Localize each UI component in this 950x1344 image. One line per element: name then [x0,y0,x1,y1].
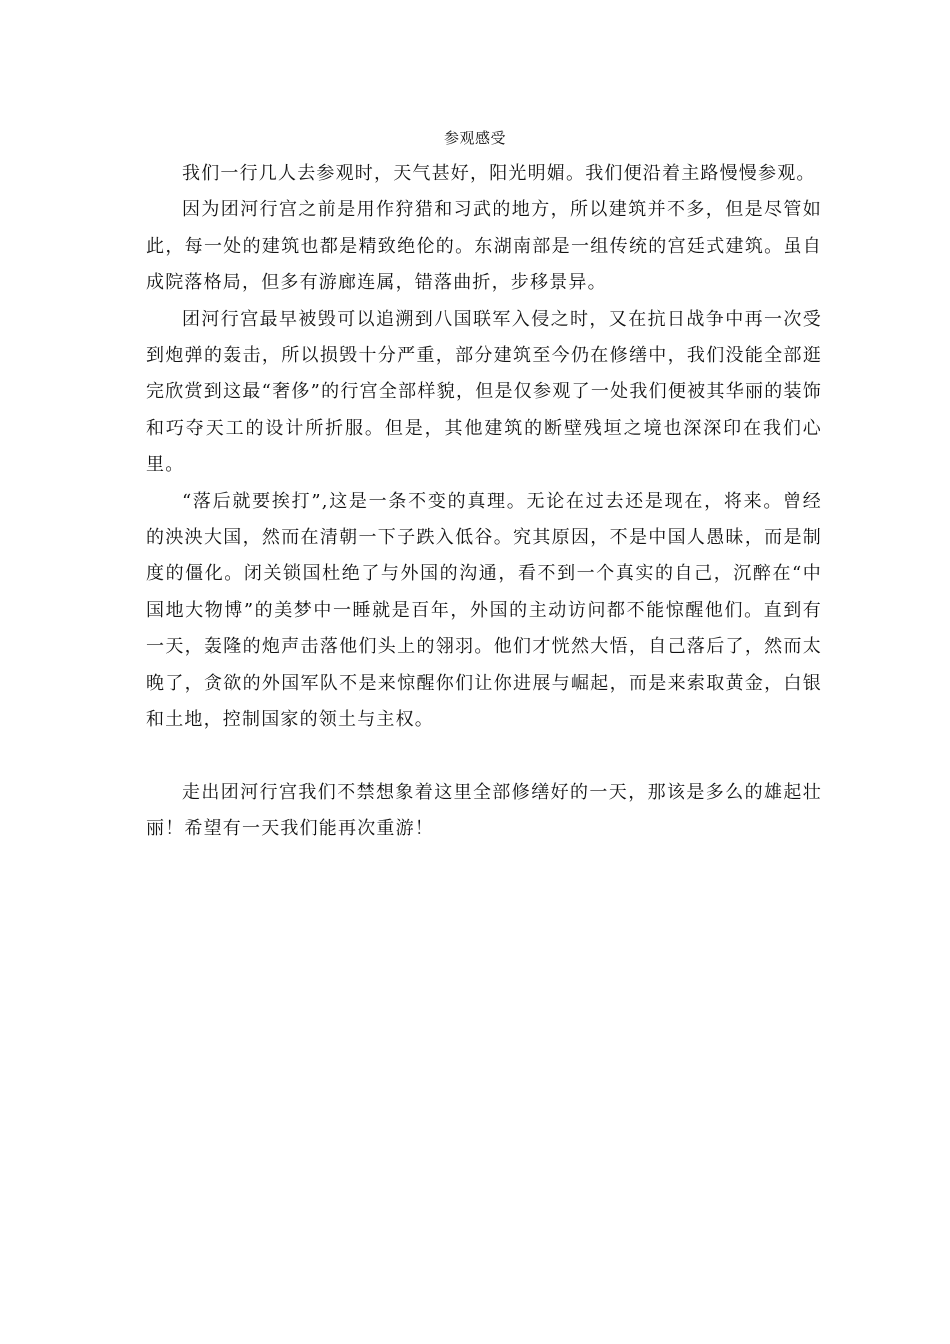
paragraph-2: 因为团河行宫之前是用作狩猎和习武的地方，所以建筑并不多，但是尽管如此，每一处的建筑也都是精致绝伦的。东湖南部是一组传统的宫廷式建筑。虽自成院落格局，但多有游廊连属，错落曲折，步移景异。 [146,199,822,294]
document-body [146,156,822,847]
paragraph-3: 团河行宫最早被毁可以追溯到八国联军入侵之时，又在抗日战争中再一次受到炮弹的轰击，所以损毁十分严重，部分建筑至今仍在修缮中，我们没能全部逛完欣赏到这最“奢侈”的行宫全部样貌，但是仅参观了一处我们便被其华丽的装饰和巧夺天工的设计所折服。但是，其他建筑的断壁残垣之境也深深印在我们心里。 [146,308,822,476]
paragraph-spacer [146,739,822,775]
paragraph-5: 走出团河行宫我们不禁想象着这里全部修缮好的一天，那该是多么的雄起壮丽！希望有一天我们能再次重游！ [146,781,822,839]
paragraph-4: “落后就要挨打”,这是一条不变的真理。无论在过去还是现在，将来。曾经的泱泱大国，然而在清朝一下子跌入低谷。究其原因，不是中国人愚昧，而是制度的僵化。闭关锁国杜绝了与外国的沟通，看不到一个真实的自己，沉醉在“中国地大物博”的美梦中一睡就是百年，外国的主动访问都不能惊醒他们。直到有一天，轰隆的炮声击落他们头上的翎羽。他们才恍然大悟，自己落后了，然而太晚了，贪欲的外国军队不是来惊醒你们让你进展与崛起，而是来索取黄金，白银和土地，控制国家的领土与主权。 [146,490,822,731]
document-title: 参观感受 [443,129,506,147]
paragraph-1: 我们一行几人去参观时，天气甚好，阳光明媚。我们便沿着主路慢慢参观。 [182,163,816,184]
